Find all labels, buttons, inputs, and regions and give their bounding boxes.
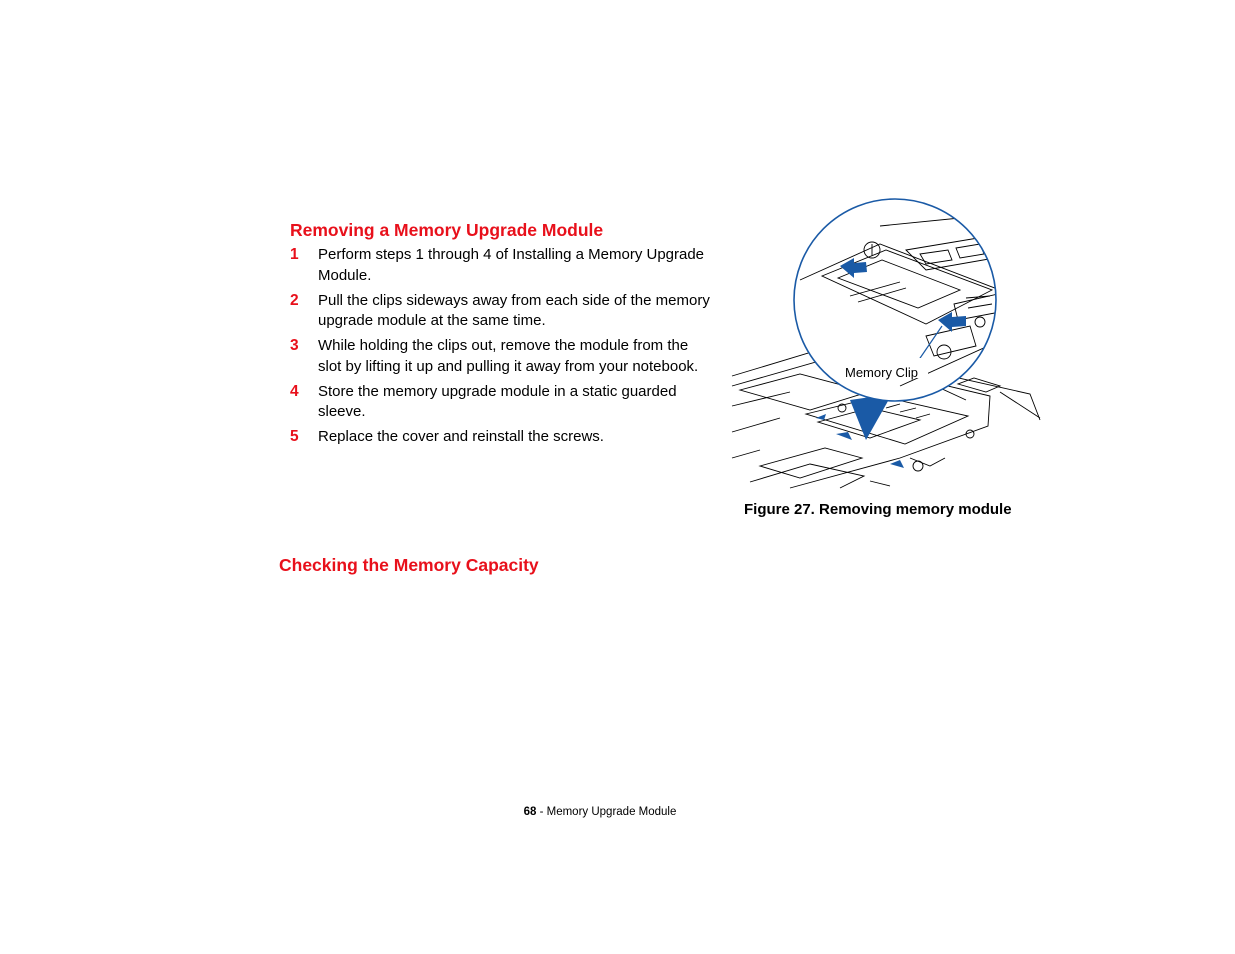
step-number: 2 (290, 291, 299, 309)
footer-section-name: - Memory Upgrade Module (536, 806, 677, 818)
section-title-removing: Removing a Memory Upgrade Module (290, 220, 604, 240)
step-text: Replace the cover and reinstall the screws. (318, 428, 604, 445)
step-text: Store the memory upgrade module in a static guarded sleeve. (318, 382, 677, 420)
step-item (290, 245, 710, 286)
memory-clip-label: Memory Clip (845, 365, 918, 380)
step-text: While holding the clips out, remove the module from the slot by lifting it up and pulling it away from your notebook. (318, 337, 699, 375)
step-text: Perform steps 1 through 4 of Installing a Memory Upgrade Module. (318, 246, 705, 284)
section-title-checking: Checking the Memory Capacity (279, 555, 539, 575)
step-item (290, 382, 710, 423)
memory-module-illustration (730, 196, 1045, 492)
step-number: 4 (290, 382, 299, 400)
step-item (290, 427, 710, 448)
removal-steps-list (290, 245, 710, 452)
page-footer (0, 806, 1200, 818)
step-number: 5 (290, 428, 299, 445)
step-item (290, 336, 710, 377)
step-number: 1 (290, 246, 299, 263)
page-number: 68 (523, 806, 537, 818)
step-text: Pull the clips sideways away from each side of the memory upgrade module at the same time. (318, 291, 710, 329)
step-item (290, 291, 710, 332)
step-number: 3 (290, 337, 299, 354)
figure-caption: Figure 27. Removing memory module (744, 501, 1012, 518)
